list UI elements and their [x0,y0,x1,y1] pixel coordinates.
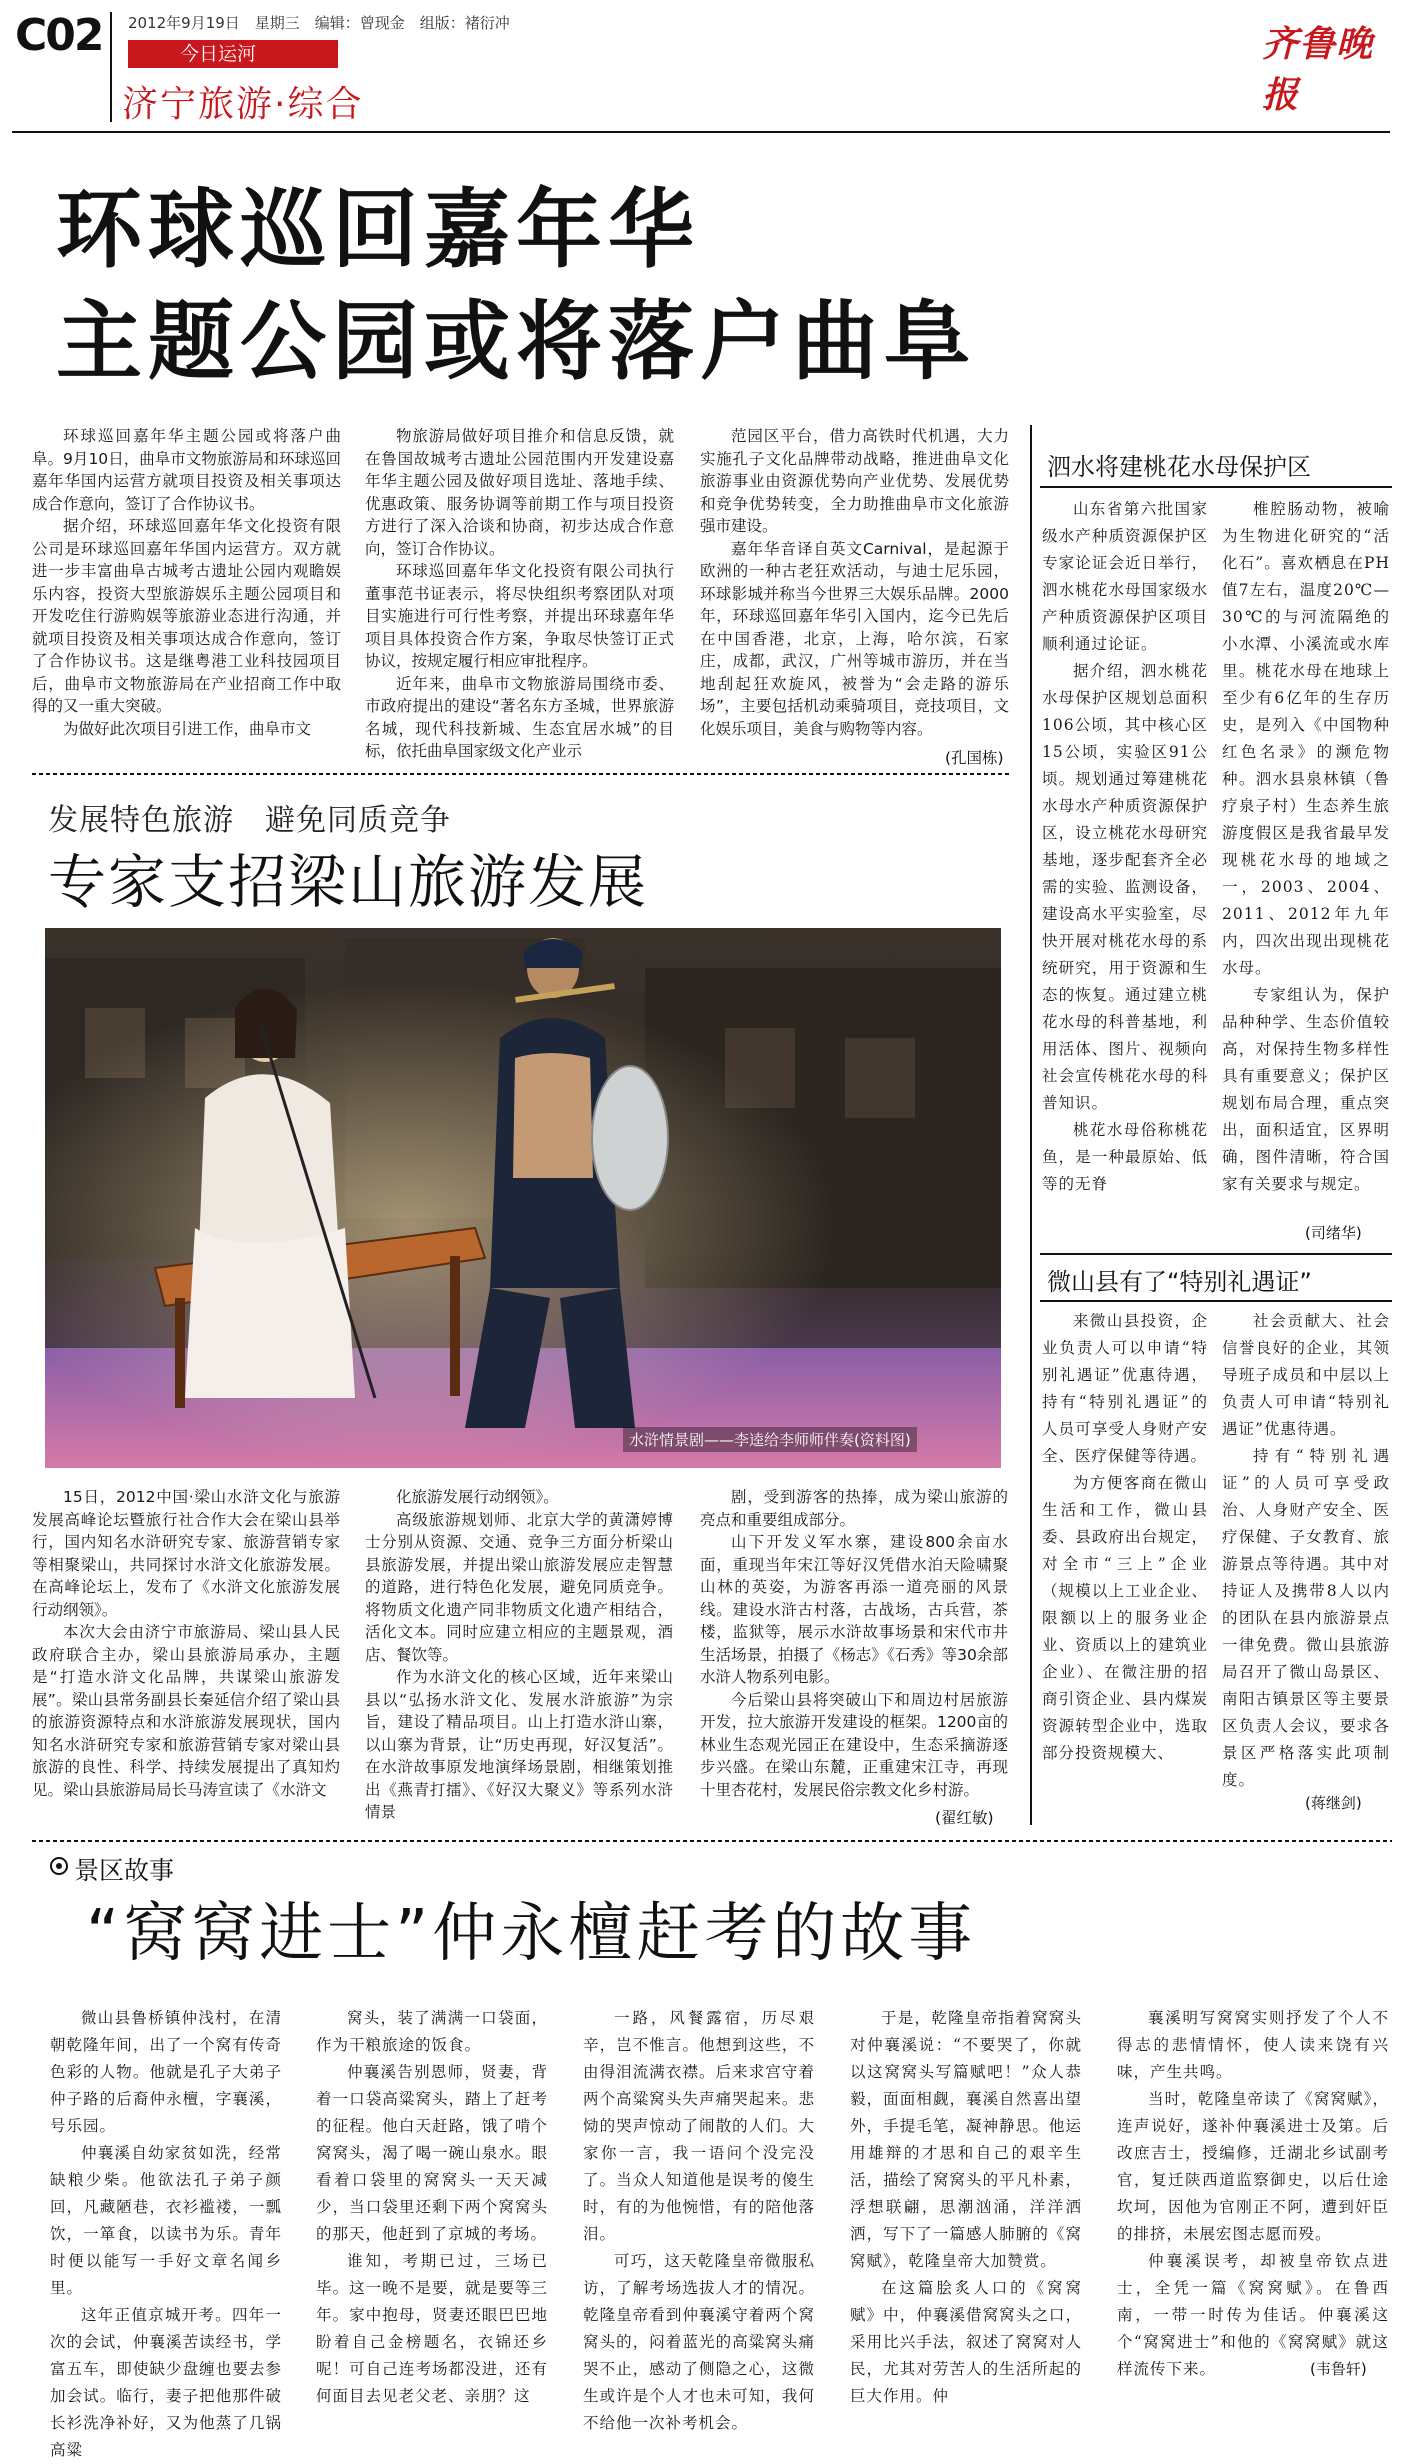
photo-caption: 水浒情景剧——李逵给李师师伴奏(资料图) [623,1427,917,1452]
paragraph: 近年来，曲阜市文物旅游局围绕市委、市政府提出的建设“著名东方圣城，世界旅游名城，现代科技新城、生态宜居水城”的目标，依托曲阜国家级文化产业示 [365,674,674,760]
story-section-label: 景区故事 [74,1856,175,1885]
masthead-logo: 齐鲁晚报 [1262,23,1374,116]
paragraph: 在这篇脍炙人口的《窝窝赋》中，仲襄溪借窝窝头之口，采用比兴手法，叙述了窝窝对人民，尤其对劳苦人的生活所起的巨大作用。仲 [850,2279,1082,2405]
paragraph: 15日，2012中国·梁山水浒文化与旅游发展高峰论坛暨旅行社合作大会在梁山县举行，国内知名水浒研究专家、旅游营销专家等相聚梁山，共同探讨水浒文化旅游发展。在高峰论坛上，发布了《水浒文化旅游发展行动纲领》。 [32,1488,340,1619]
feature-dashed-rule [32,773,1010,775]
paragraph: 于是，乾隆皇帝指着窝窝头对仲襄溪说：“不要哭了，你就以这窝窝头写篇赋吧！”众人恭毅，面面相觑，襄溪自然喜出望外，手提毛笔，凝神静思。他运用雄辩的才思和自己的艰辛生活，描绘了窝窝头的平凡朴素，浮想联翩，思潮汹涌，洋洋洒洒，写下了一篇感人肺腑的《窝窝赋》，乾隆皇帝大加赞赏。 [850,2009,1082,2270]
section-tag: 今日运河 [128,40,338,68]
paragraph: 山下开发义军水寨，建设800余亩水面，重现当年宋江等好汉凭借水泊天险啸聚山林的英姿，为游客再添一道亮丽的风景线。建设水浒古村落，古战场，古兵营，茶楼，监狱等，展示水浒故事场景和宋代市井生活场景，拍摄了《杨志》《石秀》等30余部水浒人物系列电影。 [700,1533,1008,1686]
paragraph: 环球巡回嘉年华主题公园或将落户曲阜。9月10日，曲阜市文物旅游局和环球巡回嘉年华国内运营方就项目投资及相关事项达成合作意向，签订了合作协议书。 [32,427,341,513]
sidebar-separator [1040,1253,1392,1255]
sidebar-story-1-column-1 [1042,496,1208,1248]
stage-photo-illustration [45,928,1001,1468]
paragraph: 谁知，考期已过，三场已毕。这一晚不是要，就是要等三年。家中抱母，贤妻还眼巴巴地盼着自己金榜题名，衣锦还乡呢！可自己连考场都没进，还有何面目去见老父老、亲朋？这 [316,2252,548,2405]
lead-column-2 [365,425,674,767]
story-dashed-rule [32,1840,1392,1842]
sidebar-story-1-column-2 [1222,496,1390,1224]
paragraph: 专家组认为，保护品种种学、生态价值较高，对保持生物多样性具有重要意义；保护区规划布局合理，重点突出，面积适宜，区界明确，图件清晰，符合国家有关要求与规定。 [1222,986,1390,1193]
bullet-icon [50,1857,68,1875]
story-headline: “窝窝进士”仲永檀赶考的故事 [86,1897,977,1971]
sidebar-story-2-column-1 [1042,1308,1208,1820]
story-column-4 [850,2005,1082,2405]
paragraph: 化旅游发展行动纲领》。 [396,1488,559,1506]
paragraph: 高级旅游规划师、北京大学的黄潇婷博士分别从资源、交通、竞争三方面分析梁山县旅游发展，并提出梁山旅游发展应走智慧的道路，进行特色化发展，避免同质竞争。将物质文化遗产同非物质文化遗产相结合，活化文本。同时应建立相应的主题景观，酒店、餐饮等。 [365,1510,673,1664]
paragraph: 微山县鲁桥镇仲浅村，在清朝乾隆年间，出了一个窝有传奇色彩的人物。他就是孔子大弟子仲子路的后裔仲永檀，字襄溪，号乐园。 [50,2009,282,2135]
feature-column-1 [32,1486,340,1828]
sidebar-story-2-rule [1040,1300,1392,1302]
lead-headline-line1: 环球巡回嘉年华 [56,180,700,280]
paragraph: 椎腔肠动物，被喻为生物进化研究的“活化石”。喜欢栖息在PH值7左右，温度20℃—30℃的与河流隔绝的小水潭、小溪流或水库里。桃花水母在地球上至少有6亿年的生存历史，是列入《中国物种红色名录》的濒危物种。泗水县泉林镇（鲁疗泉子村）生态养生旅游度假区是我省最早发现桃花水母的地域之一，2003、2004、2011、2012年九年内，四次出现出现桃花水母。 [1222,500,1390,977]
page-number: C02 [15,10,103,61]
paragraph: 山东省第六批国家级水产种质资源保护区专家论证会近日举行，泗水桃花水母国家级水产种质资源保护区项目顺利通过论证。 [1042,500,1208,653]
paragraph: 这年正值京城开考。四年一次的会试，仲襄溪苦读经书，学富五车，即使缺少盘缠也要去参加会试。临行，妻子把他那件破长衫洗净补好，又为他蒸了几锅高粱 [50,2306,282,2459]
section-title: 济宁旅游·综合 [122,84,364,125]
sidebar-story-2-title: 微山县有了“特别礼遇证” [1047,1268,1312,1296]
paragraph: 嘉年华音译自英文Carnival，是起源于欧洲的一种古老狂欢活动，与迪士尼乐园，环球影城并称当今世界三大娱乐品牌。2000年，环球巡回嘉年华引入国内，迄今已先后在中国香港，北京，上海，哈尔滨，石家庄，成都，武汉，广州等城市游历，并在当地刮起狂欢旋风，被誉为“会走路的游乐场”，主要包括机动乘骑项目，竞技项目，文化娱乐项目，美食与购物等内容。 [700,539,1009,738]
paragraph: 剧，受到游客的热捧，成为梁山旅游的亮点和重要组成部分。 [700,1488,1008,1529]
feature-column-3 [700,1486,1008,1806]
paragraph: 据介绍，环球巡回嘉年华文化投资有限公司是环球巡回嘉年华国内运营方。双方就进一步丰富曲阜古城考古遗址公园内观瞻娱乐内容，投资大型旅游娱乐主题公园项目和开发吃住行游购娱等旅游业态进行沟通，并就项目投资及相关事项达成合作意向，签订了合作协议书。这是继粤港工业科技园项目后，曲阜市文物旅游局在产业招商工作中取得的又一重大突破。 [32,517,341,715]
paragraph: 本次大会由济宁市旅游局、梁山县人民政府联合主办，梁山县旅游局承办，主题是“打造水浒文化品牌，共谋梁山旅游发展”。梁山县常务副县长秦延信介绍了梁山县的旅游资源特点和水浒旅游发展现状，国内知名水浒研究专家和旅游营销专家对梁山县旅游的良性、科学、持续发展提出了真知灼见。梁山县旅游局局长马涛宣读了《水浒文 [32,1623,340,1799]
sidebar-story-2-byline: (蒋继剑) [1305,1794,1362,1812]
lead-headline-line2: 主题公园或将落户曲阜 [56,292,976,392]
paragraph: 持有“特别礼遇证”的人员可享受政治、人身财产安全、医疗保健、子女教育、旅游景点等待遇。其中对持证人及携带8人以内的团队在县内旅游景点一律免费。微山县旅游局召开了微山岛景区、南阳古镇景区等主要景区负责人会议，要求各景区严格落实此项制度。 [1222,1447,1390,1789]
feature-headline: 专家支招梁山旅游发展 [48,848,649,916]
paragraph: 为做好此次项目引进工作，曲阜市文 [63,719,312,738]
paragraph: 为方便客商在微山生活和工作，微山县委、县政府出台规定，对全市“三上”企业（规模以上工业企业、限额以上的服务业企业、资质以上的建筑业企业）、在微注册的招商引资企业、县内煤炭资源转型企业中，选取部分投资规模大、 [1042,1474,1208,1762]
feature-kicker: 发展特色旅游 避免同质竞争 [48,803,451,838]
feature-byline: (翟红敏) [935,1809,994,1827]
paragraph: 据介绍，泗水桃花水母保护区规划总面积106公顷，其中核心区15公顷，实验区91公顷。规划通过筹建桃花水母水产种质资源保护区，设立桃花水母研究基地，逐步配套齐全必需的实验、监测设备，建设高水平实验室，尽快开展对桃花水母的系统研究，用于资源和生态的恢复。通过建立桃花水母的科普基地，利用活体、图片、视频向社会宣传桃花水母的科普知识。 [1042,662,1208,1112]
story-column-2 [316,2005,548,2405]
paragraph: 社会贡献大、社会信誉良好的企业，其领导班子成员和中层以上负责人可申请“特别礼遇证”优惠待遇。 [1222,1312,1390,1438]
header-rule [12,131,1390,133]
paragraph: 当时，乾隆皇帝读了《窝窝赋》，连声说好，遂补仲襄溪进士及第。后改庶吉士，授编修，迁湖北乡试副考官，复迁陕西道监察御史，以后仕途坎坷，因他为官刚正不阿，遭到奸臣的排挤，未展宏图志愿而殁。 [1117,2090,1389,2243]
sidebar-divider [1030,425,1032,1825]
paragraph: 环球巡回嘉年华文化投资有限公司执行董事范书证表示，将尽快组织考察团队对项目实施进行可行性考察，并提出环球嘉年华项目具体投资合作方案，争取尽快签订正式协议，按规定履行相应审批程序。 [365,562,674,670]
paragraph: 一路，风餐露宿，历尽艰辛，岂不惟言。他想到这些，不由得泪流满衣襟。后来求宫守着两个高粱窝头失声痛哭起来。悲恸的哭声惊动了闹散的人们。大家你一言，我一语问个没完没了。当众人知道他是误考的傻生时，有的为他惋惜，有的陪他落泪。 [583,2009,815,2243]
story-column-3 [583,2005,815,2432]
paragraph: 窝头，装了满满一口袋面，作为干粮旅途的饭食。 [316,2009,548,2054]
paragraph: 物旅游局做好项目推介和信息反馈，就在鲁国故城考古遗址公园范围内开发建设嘉年华主题公园及做好项目选址、落地手续、优惠政策、服务协调等前期工作与项目投资方进行了深入洽谈和协商，初步达成合作意向，签订合作协议。 [365,427,674,558]
paragraph: 范园区平台，借力高铁时代机遇，大力实施孔子文化品牌带动战略，推进曲阜文化旅游事业由资源优势向产业优势、发展优势和竞争优势转变，全力助推曲阜市文化旅游强市建设。 [700,427,1009,535]
feature-column-2 [365,1486,673,1828]
issue-meta: 2012年9月19日 星期三 编辑：曾现金 组版：褚衍冲 [128,14,510,32]
paragraph: 仲襄溪告别恩师，贤妻，背着一口袋高粱窝头，踏上了赶考的征程。他白天赶路，饿了啃个窝窝头，渴了喝一碗山泉水。眼看着口袋里的窝窝头一天天减少，当口袋里还剩下两个窝窝头的那天，他赶到了京城的考场。 [316,2063,548,2243]
story-column-1 [50,2005,282,2459]
lead-column-3 [700,425,1009,743]
sidebar-story-1-rule [1040,486,1392,488]
sidebar-story-2-column-2 [1222,1308,1390,1792]
paragraph: 来微山县投资，企业负责人可以申请“特别礼遇证”优惠待遇，持有“特别礼遇证”的人员可享受人身财产安全、医疗保健等待遇。 [1042,1312,1208,1465]
header-divider [110,12,112,122]
paragraph: 作为水浒文化的核心区域，近年来梁山县以“弘扬水浒文化、发展水浒旅游”为宗旨，建设了精品项目。山上打造水浒山寨，以山寨为背景，让“历史再现，好汉复活”。在水浒故事原发地演绎场景剧，相继策划推出《燕青打擂》、《好汉大聚义》等系列水浒情景 [365,1668,673,1821]
sidebar-story-1-byline: (司绪华) [1305,1224,1362,1242]
paragraph: 今后梁山县将突破山下和周边村居旅游开发，拉大旅游开发建设的框架。1200亩的林业生态观光园正在建设中，生态采摘游逐步兴盛。在梁山东麓，正重建宋江寺，再现十里杏花村，发展民俗宗教文化乡村游。 [700,1690,1008,1799]
stage-photo [45,928,1001,1468]
sidebar-story-1-title: 泗水将建桃花水母保护区 [1047,453,1311,481]
lead-byline: (孔国栋) [945,749,1004,767]
story-byline: (韦鲁轩) [1310,2360,1367,2378]
lead-column-1 [32,425,341,767]
paragraph: 桃花水母俗称桃花鱼，是一种最原始、低等的无脊 [1042,1121,1208,1193]
paragraph: 仲襄溪误考，却被皇帝钦点进士，全凭一篇《窝窝赋》。在鲁西南，一带一时传为佳话。仲襄溪这个“窝窝进士”和他的《窝窝赋》就这样流传下来。 [1117,2252,1389,2378]
paragraph: 仲襄溪自幼家贫如洗，经常缺粮少柴。他欲法孔子弟子颜回，凡藏陋巷，衣衫褴褛，一瓢饮，一箪食，以读书为乐。青年时便以能写一手好文章名闻乡里。 [50,2144,282,2297]
paragraph: 襄溪明写窝窝实则抒发了个人不得志的悲情情怀，使人读来饶有兴味，产生共鸣。 [1117,2009,1389,2081]
paragraph: 可巧，这天乾隆皇帝微服私访，了解考场选拔人才的情况。乾隆皇帝看到仲襄溪守着两个窝窝头的，闷着蓝光的高粱窝头痛哭不止，感动了侧隐之心，这微生或许是个人才也未可知，我何不给他一次补考机会。 [583,2252,815,2432]
